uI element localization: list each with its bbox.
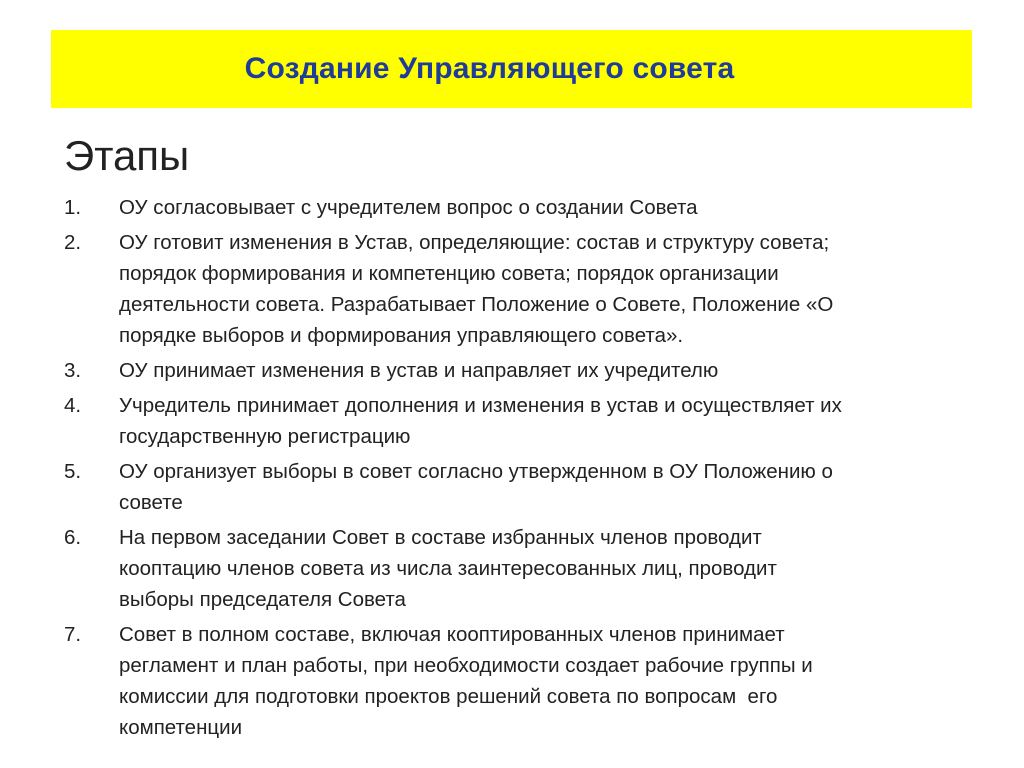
list-item: [64, 456, 964, 518]
list-item: [64, 619, 964, 743]
list-item: [64, 390, 964, 452]
steps-list: [64, 192, 964, 747]
step-number: 5.: [64, 460, 82, 483]
step-number: 4.: [64, 394, 82, 417]
step-text: ОУ согласовывает с учредителем вопрос о создании Совета: [119, 196, 698, 219]
slide-title: Создание Управляющего совета: [244, 52, 735, 85]
step-text: ОУ готовит изменения в Устав, определяющие: состав и структуру совета; порядок формирования и компетенцию совета; порядок организации деятельности совета. Разрабатывает Положение о Совете, Положение «О порядке выборов и формирования управляющего совета».: [119, 231, 834, 347]
step-number: 1.: [64, 196, 82, 219]
title-banner: [51, 30, 972, 108]
list-item: [64, 192, 964, 223]
step-number: 6.: [64, 526, 82, 549]
step-number: 7.: [64, 623, 82, 646]
list-item: [64, 522, 964, 615]
step-number: 3.: [64, 359, 82, 382]
step-text: ОУ организует выборы в совет согласно утвержденном в ОУ Положению о совете: [119, 460, 833, 514]
step-text: Совет в полном составе, включая кооптированных членов принимает регламент и план работы, при необходимости создает рабочие группы и комиссии для подготовки проектов решений совета по вопросам его компетенции: [119, 623, 813, 739]
list-item: [64, 355, 964, 386]
section-heading: Этапы: [64, 132, 190, 179]
step-text: Учредитель принимает дополнения и изменения в устав и осуществляет их государственную регистрацию: [119, 394, 842, 448]
list-item: [64, 227, 964, 351]
step-text: ОУ принимает изменения в устав и направляет их учредителю: [119, 359, 719, 382]
step-text: На первом заседании Совет в составе избранных членов проводит кооптацию членов совета из числа заинтересованных лиц, проводит выборы председателя Совета: [119, 526, 777, 611]
step-number: 2.: [64, 231, 82, 254]
